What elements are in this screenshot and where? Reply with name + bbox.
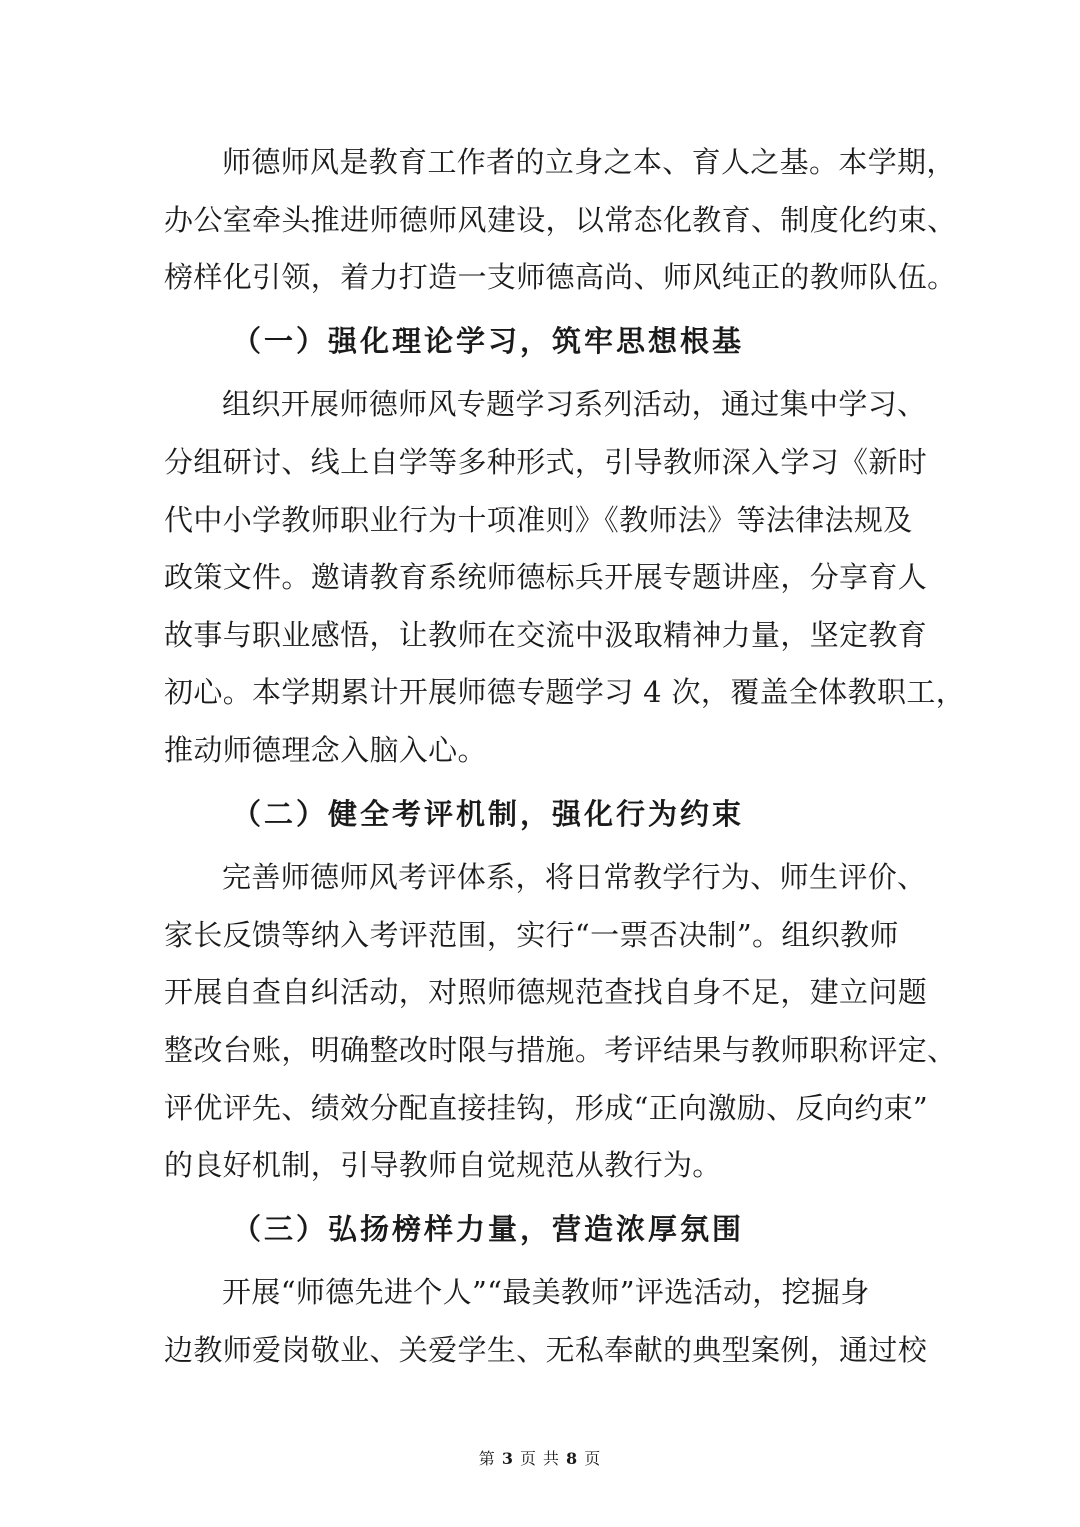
paragraph-line: 开展自查自纠活动，对照师德规范查找自身不足，建立问题 [164, 975, 928, 1010]
page-footer [0, 1446, 1080, 1469]
paragraph-line: 家长反馈等纳入考评范围，实行“一票否决制”。组织教师 [164, 917, 899, 952]
current-page-number: 3 [501, 1449, 514, 1468]
section-1 [164, 313, 966, 780]
footer-prefix: 第 [478, 1449, 496, 1468]
paragraph-line: 评优评先、绩效分配直接挂钩，形成“正向激励、反向约束” [164, 1090, 929, 1125]
paragraph-line: 的良好机制，引导教师自觉规范从教行为。 [164, 1148, 722, 1183]
section-heading: （一）强化理论学习，筑牢思想根基 [232, 323, 745, 358]
paragraph-line: 故事与职业感悟，让教师在交流中汲取精神力量，坚定教育 [164, 617, 928, 652]
section-3 [164, 1201, 928, 1380]
intro-paragraph [164, 134, 957, 307]
paragraph-line: 完善师德师风考评体系，将日常教学行为、师生评价、 [222, 860, 927, 895]
paragraph-line: 推动师德理念入脑入心。 [164, 732, 487, 767]
paragraph-line: 开展“师德先进个人”“最美教师”评选活动，挖掘身 [222, 1275, 870, 1310]
paragraph-line: 组织开展师德师风专题学习系列活动，通过集中学习、 [222, 387, 927, 422]
paragraph-line: 边教师爱岗敬业、关爱学生、无私奉献的典型案例，通过校 [164, 1332, 928, 1367]
total-page-count: 8 [566, 1449, 579, 1468]
paragraph-line: 初心。本学期累计开展师德专题学习 4 次，覆盖全体教职工， [164, 675, 966, 710]
footer-suffix: 页 [584, 1449, 602, 1468]
paragraph-line: 师德师风是教育工作者的立身之本、育人之基。本学期， [222, 145, 956, 179]
section-2 [164, 786, 957, 1195]
paragraph-line: 榜样化引领，着力打造一支师德高尚、师风纯正的教师队伍。 [164, 260, 957, 295]
paragraph-line: 整改台账，明确整改时限与措施。考评结果与教师职称评定、 [164, 1032, 957, 1067]
document-body [164, 134, 966, 1379]
section-heading: （二）健全考评机制，强化行为约束 [232, 796, 745, 831]
paragraph-line: 办公室牵头推进师德师风建设，以常态化教育、制度化约束、 [164, 202, 957, 237]
paragraph-line: 分组研讨、线上自学等多种形式，引导教师深入学习《新时 [164, 444, 928, 479]
paragraph-line: 代中小学教师职业行为十项准则》《教师法》等法律法规及 [164, 502, 913, 537]
section-heading: （三）弘扬榜样力量，营造浓厚氛围 [232, 1211, 745, 1246]
footer-middle: 页 共 [519, 1449, 561, 1468]
paragraph-line: 政策文件。邀请教育系统师德标兵开展专题讲座，分享育人 [164, 560, 928, 595]
